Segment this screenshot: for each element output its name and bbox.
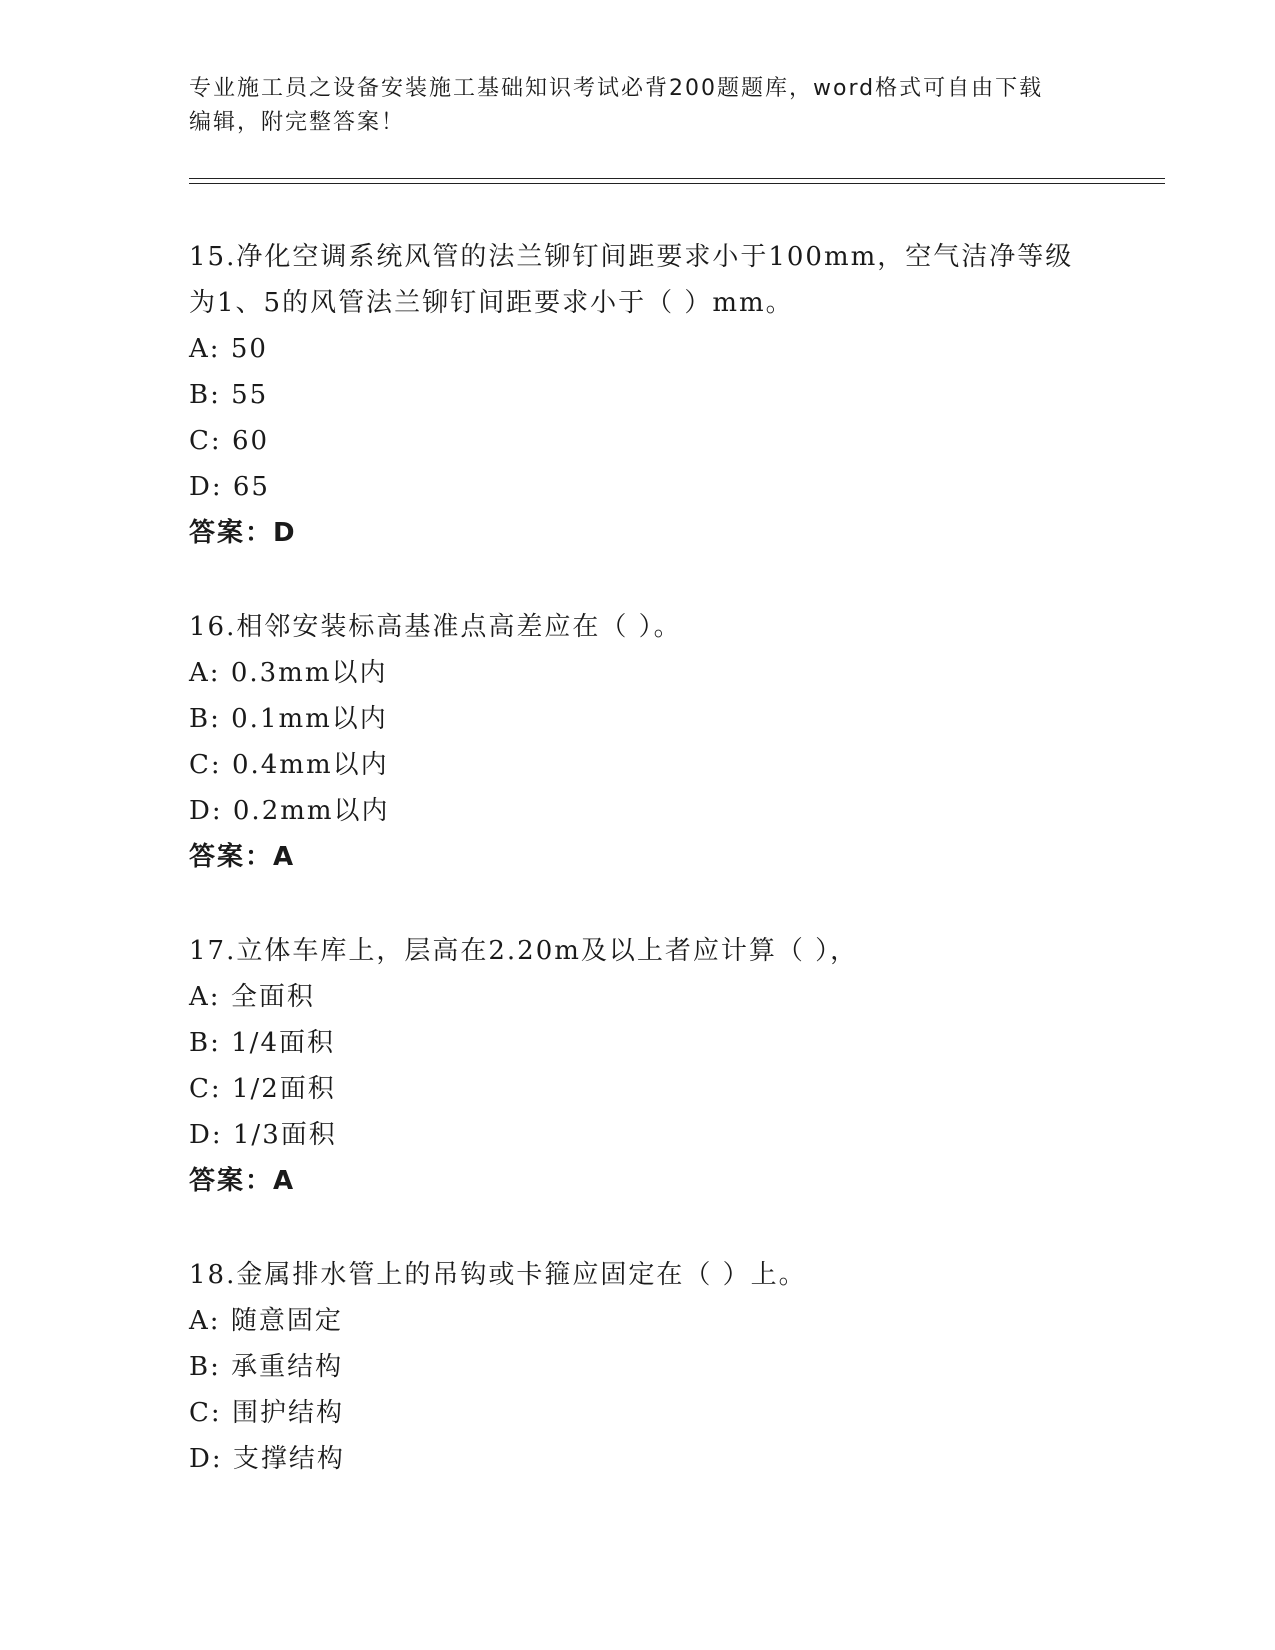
option-text: 60 [231,426,270,456]
question-stem-line: 18.金属排水管上的吊钩或卡箍应固定在（ ）上。 [189,1260,807,1290]
option-a [189,974,1169,1020]
question-stem [189,604,1089,650]
option-letter: C : [189,750,232,780]
header-divider-top [189,178,1165,179]
option-text: 50 [230,334,268,364]
option-c [189,742,1169,788]
answer-value: D [273,518,297,548]
option-letter: D : [189,1444,233,1474]
question-item [189,1252,1169,1482]
option-letter: C : [189,1074,232,1104]
option-text: 1/3面积 [232,1120,337,1150]
option-letter: B : [189,380,231,410]
option-letter: B : [189,1028,231,1058]
option-text: 55 [231,380,269,410]
option-letter: D : [189,796,233,826]
answer-line [189,834,1169,880]
question-item [189,604,1169,880]
option-c [189,1390,1169,1436]
option-letter: C : [189,1398,232,1428]
question-item [189,234,1169,556]
option-text: 0.1mm以内 [231,704,388,734]
option-letter: A : [189,1306,231,1336]
option-c [189,418,1169,464]
option-d [189,788,1169,834]
option-letter: D : [189,472,233,502]
question-stem-line: 为1、5的风管法兰铆钉间距要求小于（ ）mm。 [189,288,794,318]
question-stem-line: 17.立体车库上，层高在2.20m及以上者应计算（ ）， [189,936,859,966]
option-a [189,1298,1169,1344]
option-text: 0.4mm以内 [231,750,389,780]
option-text: 1/4面积 [231,1028,335,1058]
header-line-2: 编辑，附完整答案！ [189,110,406,135]
option-a [189,326,1169,372]
answer-label: 答案 ： [189,518,273,548]
answer-label: 答案 ： [189,1166,273,1196]
option-letter: B : [189,1352,231,1382]
option-letter: A : [189,658,231,688]
header-line-1: 专业施工员之设备安装施工基础知识考试必背200题题库，word格式可自由下载 [189,76,1044,101]
option-b [189,696,1169,742]
option-b [189,1344,1169,1390]
option-letter: A : [189,334,231,364]
question-stem [189,234,1089,326]
option-d [189,464,1169,510]
option-text: 承重结构 [231,1352,344,1382]
option-text: 0.3mm以内 [230,658,388,688]
question-stem [189,1252,1089,1298]
option-text: 支撑结构 [232,1444,345,1474]
option-text: 全面积 [230,982,315,1012]
option-a [189,650,1169,696]
question-stem [189,928,1089,974]
option-text: 0.2mm以内 [232,796,390,826]
option-text: 随意固定 [230,1306,343,1336]
option-d [189,1436,1169,1482]
option-letter: C : [189,426,232,456]
question-stem-line: 16.相邻安装标高基准点高差应在（ ）。 [189,612,682,642]
option-letter: B : [189,704,231,734]
option-b [189,372,1169,418]
option-text: 65 [232,472,270,502]
option-b [189,1020,1169,1066]
answer-value: A [273,1166,296,1196]
question-list [189,234,1169,1530]
option-text: 1/2面积 [231,1074,336,1104]
option-d [189,1112,1169,1158]
answer-line [189,510,1169,556]
question-item [189,928,1169,1204]
option-text: 围护结构 [231,1398,344,1428]
document-header [189,72,1089,140]
question-stem-line: 15.净化空调系统风管的法兰铆钉间距要求小于100mm，空气洁净等级 [189,242,1074,272]
answer-value: A [273,842,296,872]
option-letter: A : [189,982,231,1012]
option-c [189,1066,1169,1112]
answer-label: 答案 ： [189,842,273,872]
answer-line [189,1158,1169,1204]
header-divider-bottom [189,183,1165,184]
option-letter: D : [189,1120,233,1150]
